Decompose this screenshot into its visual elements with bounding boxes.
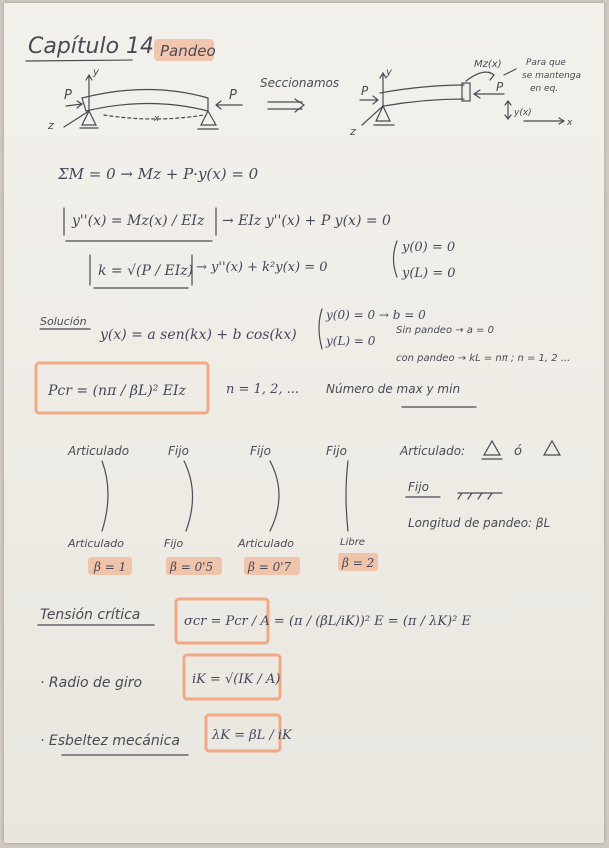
esbeltez-label: · Esbeltez mecánica bbox=[40, 733, 180, 749]
curvature-equation: y''(x) = Mz(x) / EIz bbox=[72, 213, 205, 229]
deflection-label: y(x) bbox=[514, 108, 532, 118]
bc-brace bbox=[394, 241, 398, 277]
title-underline bbox=[26, 60, 132, 61]
load-label-2: P bbox=[361, 84, 369, 98]
column-3-curve bbox=[270, 461, 279, 531]
legend-articulado: Articulado: bbox=[400, 444, 466, 458]
note-line-3: en eq. bbox=[530, 84, 559, 94]
column-1-top: Articulado bbox=[68, 444, 130, 458]
load-label-left: P bbox=[64, 88, 72, 103]
legend-or: ó bbox=[514, 444, 522, 459]
segment-top-edge bbox=[380, 85, 464, 93]
y-axis-label: y bbox=[93, 67, 99, 78]
topic-title: Pandeo bbox=[160, 42, 216, 60]
notebook-page bbox=[4, 3, 604, 843]
section-figure bbox=[349, 58, 581, 138]
column-fijo-articulado bbox=[237, 444, 300, 575]
column-articulado bbox=[67, 444, 132, 575]
column-4-top: Fijo bbox=[326, 444, 347, 458]
solution-brace bbox=[319, 309, 322, 349]
pin-support-right bbox=[201, 111, 216, 125]
beta-3: β = 0'7 bbox=[248, 560, 292, 574]
pin-support bbox=[376, 106, 390, 121]
y-axis-label-2: y bbox=[386, 67, 392, 78]
column-4-curve bbox=[346, 461, 348, 531]
definitions-block bbox=[38, 599, 471, 755]
case-no-buckling: Sin pandeo → a = 0 bbox=[396, 325, 495, 336]
esbeltez-formula: λK = βL / iK bbox=[212, 728, 292, 743]
section-arrow bbox=[260, 76, 339, 112]
curvature-result: → EIz y''(x) + P y(x) = 0 bbox=[222, 213, 391, 229]
bc2-label: y(L) = 0 bbox=[326, 334, 376, 348]
column-1-bottom: Articulado bbox=[68, 537, 124, 550]
implies-arrow bbox=[268, 99, 304, 112]
legend-fijo: Fijo bbox=[408, 480, 429, 494]
n-values: n = 1, 2, ... bbox=[226, 382, 299, 397]
note-line-2: se mantenga bbox=[522, 71, 582, 81]
column-3-top: Fijo bbox=[250, 444, 271, 458]
load-label-3: P bbox=[496, 80, 504, 94]
beta-2: β = 0'5 bbox=[170, 560, 214, 574]
moment-label: Mz(x) bbox=[474, 59, 502, 70]
column-1-curve bbox=[102, 461, 108, 531]
max-min-note: Número de max y min bbox=[326, 382, 461, 396]
ode-equation: → y''(x) + k²y(x) = 0 bbox=[196, 260, 328, 275]
tension-formula: σcr = Pcr / A = (π / (βL/iK))² E = (π / λK)² E bbox=[184, 614, 471, 629]
case-buckling: con pandeo → kL = nπ ; n = 1, 2 ... bbox=[396, 353, 571, 364]
solution-block bbox=[40, 308, 570, 364]
roller-symbol-icon bbox=[544, 441, 560, 455]
legend-buckling-length: Longitud de pandeo: βL bbox=[408, 516, 551, 530]
support-columns bbox=[67, 444, 378, 575]
z-axis-label: z bbox=[48, 119, 54, 132]
beam-figure bbox=[47, 67, 242, 132]
note-pointer bbox=[504, 69, 516, 75]
beta-4: β = 2 bbox=[342, 556, 375, 570]
note-line-1: Para que bbox=[526, 58, 566, 68]
column-2-top: Fijo bbox=[168, 444, 189, 458]
support-legend bbox=[399, 441, 560, 530]
k-definition: k = √(P / EIz) bbox=[98, 263, 194, 279]
pin-support-left bbox=[82, 111, 96, 125]
tension-label: Tensión crítica bbox=[40, 607, 141, 623]
load-label-right: P bbox=[229, 88, 237, 103]
x-axis-label: x bbox=[154, 114, 160, 124]
z-axis-label-2: z bbox=[350, 125, 356, 138]
x-axis-arrow-2 bbox=[524, 118, 564, 124]
handwritten-notes bbox=[4, 3, 604, 843]
boundary-condition-2: y(L) = 0 bbox=[402, 266, 456, 281]
radio-label: · Radio de giro bbox=[40, 675, 143, 691]
column-fijo-libre bbox=[326, 444, 378, 571]
page-header bbox=[26, 34, 216, 61]
y-axis-arrow bbox=[86, 75, 92, 111]
beam-ends bbox=[82, 98, 208, 111]
equations-block bbox=[57, 165, 456, 288]
column-2-bottom: Fijo bbox=[164, 537, 184, 550]
general-solution: y(x) = a sen(kx) + b cos(kx) bbox=[100, 327, 297, 343]
beam-top-edge bbox=[82, 90, 208, 99]
z-axis-arrow-2 bbox=[362, 106, 383, 125]
bc1-result: y(0) = 0 → b = 0 bbox=[326, 308, 426, 322]
critical-load-formula: Pcr = (nπ / βL)² EIz bbox=[48, 383, 186, 399]
deflection-arrow bbox=[505, 101, 511, 119]
chapter-title: Capítulo 14 bbox=[28, 34, 155, 59]
segment-bottom-edge bbox=[384, 99, 464, 106]
critical-load-block bbox=[36, 363, 476, 413]
boundary-condition-1: y(0) = 0 bbox=[402, 240, 456, 255]
pin-symbol-icon bbox=[482, 441, 502, 459]
solution-label: Solución bbox=[40, 315, 87, 328]
column-4-bottom: Libre bbox=[340, 537, 365, 548]
seccionamos-label: Seccionamos bbox=[260, 76, 340, 90]
radio-formula: iK = √(IK / A) bbox=[192, 672, 281, 687]
moment-balance: ΣM = 0 → Mz + P·y(x) = 0 bbox=[58, 165, 259, 183]
moment-arrow bbox=[466, 72, 494, 81]
column-3-bottom: Articulado bbox=[238, 537, 294, 550]
column-fijo-fijo bbox=[164, 444, 222, 575]
x-axis-label-2: x bbox=[567, 118, 573, 128]
beta-1: β = 1 bbox=[94, 560, 127, 574]
fixed-support-icon bbox=[458, 493, 502, 499]
column-2-curve bbox=[184, 461, 193, 531]
beam-bottom-edge bbox=[86, 104, 208, 112]
cut-face bbox=[462, 83, 470, 101]
